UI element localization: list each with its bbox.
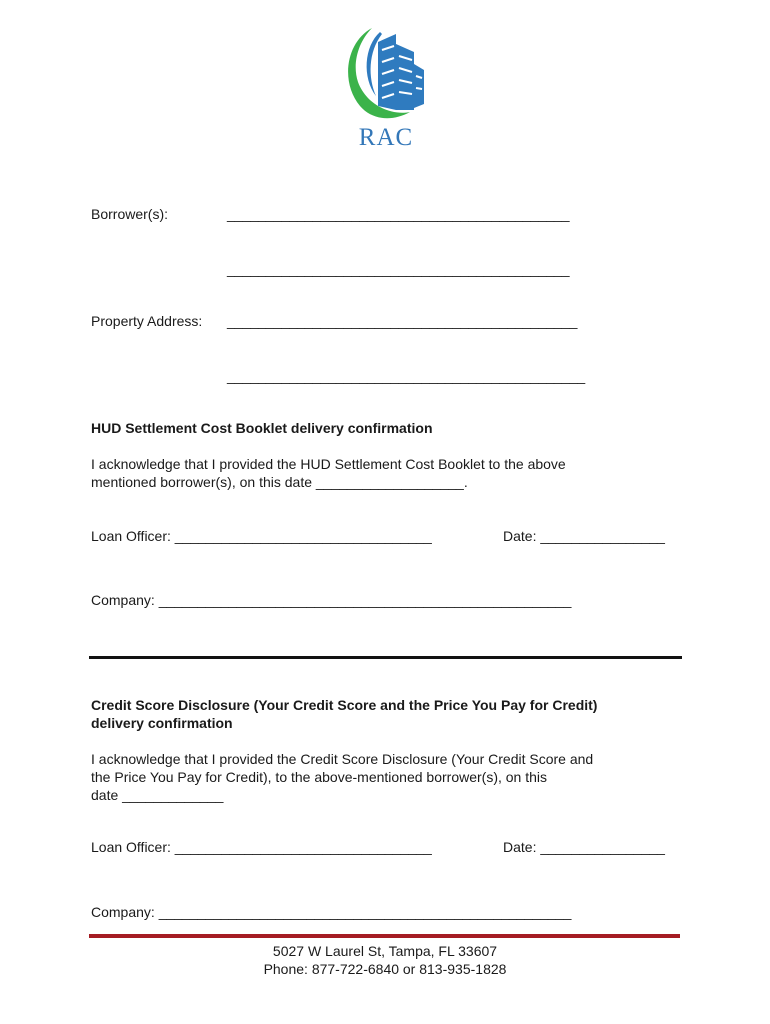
hud-section-heading: HUD Settlement Cost Booklet delivery confirmation	[91, 420, 433, 436]
credit-heading-line-1: Credit Score Disclosure (Your Credit Score and the Price You Pay for Credit)	[91, 697, 598, 713]
credit-section-heading	[91, 696, 681, 732]
credit-company-field[interactable]: Company: _____________________________________________________	[91, 904, 572, 920]
hud-loan-officer-field[interactable]: Loan Officer: _________________________________	[91, 528, 432, 544]
credit-date-field[interactable]: Date: ________________	[503, 839, 665, 855]
borrowers-line-2[interactable]: ____________________________________________	[227, 261, 570, 277]
credit-loan-officer-field[interactable]: Loan Officer: _________________________________	[91, 839, 432, 855]
footer-address: 5027 W Laurel St, Tampa, FL 33607	[272, 943, 498, 959]
hud-body-line-2[interactable]: mentioned borrower(s), on this date ___________________.	[91, 474, 468, 490]
footer-divider	[89, 934, 680, 938]
credit-acknowledgement	[91, 750, 681, 804]
company-logo	[336, 20, 436, 155]
logo-text: RAC	[358, 124, 414, 151]
footer-phone: Phone: 877-722-6840 or 813-935-1828	[263, 961, 507, 977]
hud-date-field[interactable]: Date: ________________	[503, 528, 665, 544]
credit-body-line-2: the Price You Pay for Credit), to the above-mentioned borrower(s), on this	[91, 769, 548, 785]
building-logo-icon	[336, 20, 436, 125]
credit-heading-line-2: delivery confirmation	[91, 715, 233, 731]
borrowers-label: Borrower(s):	[91, 206, 169, 222]
hud-acknowledgement	[91, 455, 681, 491]
property-address-line-1[interactable]: _____________________________________________	[227, 313, 578, 329]
hud-body-line-1: I acknowledge that I provided the HUD Settlement Cost Booklet to the above	[91, 456, 566, 472]
borrowers-line-1[interactable]: ____________________________________________	[227, 206, 570, 222]
credit-body-line-1: I acknowledge that I provided the Credit Score Disclosure (Your Credit Score and	[91, 751, 594, 767]
credit-body-line-3[interactable]: date _____________	[91, 787, 224, 803]
property-address-label: Property Address:	[91, 313, 203, 329]
hud-company-field[interactable]: Company: _____________________________________________________	[91, 592, 572, 608]
section-divider	[89, 656, 682, 659]
property-address-line-2[interactable]: ______________________________________________	[227, 368, 586, 384]
